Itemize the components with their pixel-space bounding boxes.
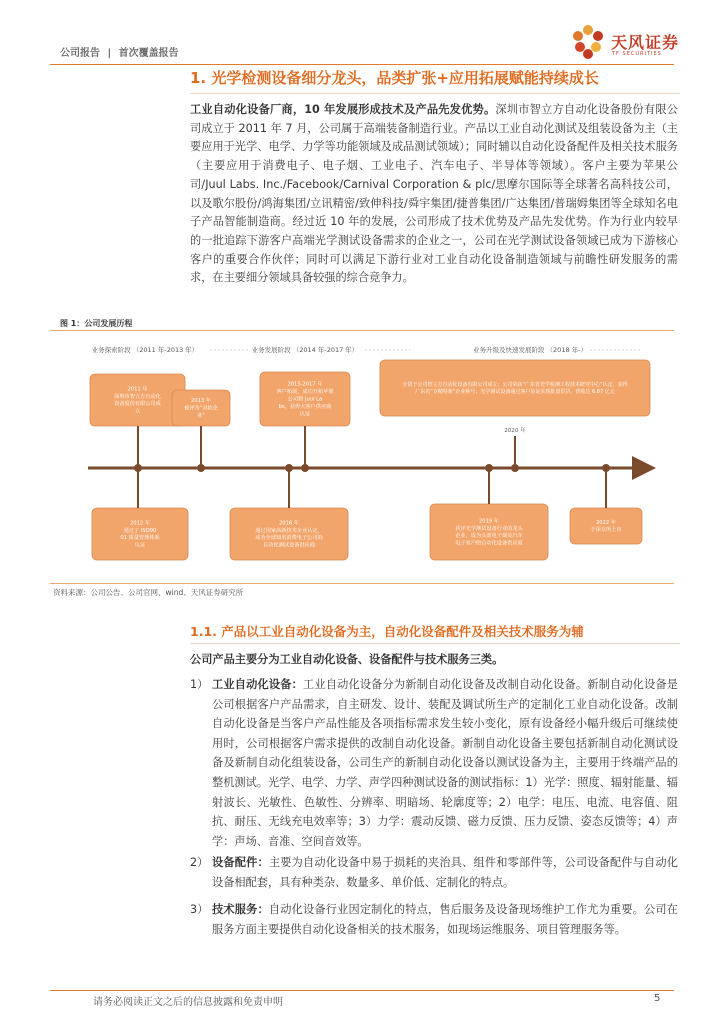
footer-disclaimer: 请务必阅读正文之后的信息披露和免责申明 xyxy=(93,997,283,1008)
logo-name-cn: 天风证券 xyxy=(611,33,680,52)
report-header xyxy=(60,44,179,59)
item-text: 自动化设备行业因定制化的特点，售后服务及设备现场维护工作尤为重要。公司在服务方面主要提供自动化设备相关的技术服务，如现场运维服务、项目管理服务等。 xyxy=(212,903,678,936)
phase-label-upgrade: 业务升级及快速发展阶段 （2018 年-） xyxy=(472,346,588,354)
section-1-1-title: 1.1. 产品以工业自动化设备为主，自动化设备配件及相关技术服务为辅 xyxy=(190,624,584,639)
product-item-automation-equipment xyxy=(190,675,678,851)
timeline-event-bottom-3-box xyxy=(430,504,548,560)
timeline-event-bottom-4-box xyxy=(570,508,642,544)
timeline-event-bottom-3 xyxy=(430,504,548,560)
report-subtype: 首次覆盖报告 xyxy=(118,48,179,59)
timeline-event-top-1-box xyxy=(90,374,185,426)
timeline-event-bottom-2-text: 2016 年通过国家高新技术企业认定，成为全球知名消费电子公司的自动化测试设备供应商 xyxy=(255,520,323,549)
timeline-top-events xyxy=(90,360,650,468)
phase-label-development: 业务发展阶段 （2014 年-2017 年） xyxy=(251,346,359,354)
item-text: 主要为自动化设备中易于损耗的夹治具、组件和零部件等，公司设备配件与自动化设备相配套，具有种类杂、数量多、单价低、定制化的特点。 xyxy=(212,856,678,889)
section-1-paragraph-lead: 工业自动化设备厂商，10 年发展形成技术及产品先发优势。 xyxy=(190,103,496,116)
section-1-1-underline xyxy=(190,643,680,644)
company-timeline-diagram xyxy=(50,332,674,582)
figure-top-rule xyxy=(50,330,674,331)
timeline-event-top-2-text: 2013 年被评为“双软企业” xyxy=(184,398,218,419)
item-number: 1） xyxy=(190,678,209,691)
timeline-event-bottom-4 xyxy=(570,508,642,544)
timeline-event-top-4-year: 2020 年 xyxy=(504,428,526,434)
page-number: 5 xyxy=(654,993,661,1004)
logo-name-en: TF SECURITIES xyxy=(612,51,662,57)
timeline-event-bottom-2-box xyxy=(230,508,348,560)
item-heading: 技术服务： xyxy=(212,903,269,916)
timeline-event-top-4 xyxy=(380,360,650,416)
timeline-event-bottom-1-box xyxy=(92,508,188,560)
item-number: 2） xyxy=(190,856,209,869)
timeline-event-bottom-2 xyxy=(230,508,348,560)
phase-label-exploration: 业务探索阶段 （2011 年-2013 年） xyxy=(91,346,199,354)
timeline-event-bottom-4-text: 2022 年于深交所上市 xyxy=(590,519,622,534)
timeline-event-bottom-3-text: 2019 年获评光学测试设备行业的龙头企业，成为头部电子烟及汽车电子客户的自动化设备供应商 xyxy=(455,518,523,547)
section-1-underline xyxy=(190,93,680,94)
header-separator: | xyxy=(107,48,112,59)
product-item-equipment-parts xyxy=(190,853,678,892)
item-number: 3） xyxy=(190,903,209,916)
report-type: 公司报告 xyxy=(60,48,100,59)
section-1-paragraph-body: 深圳市智立方自动化设备股份有限公司成立于 2011 年 7 月，公司属于高端装备制造行业。产品以工业自动化测试及组装设备为主（主要应用于光学、电学、力学等功能领域及成品测试领域）；同时辅以自动化设备配件及相关技术服务（主要应用于消费电子、电子烟、工业电子、汽车电子、半导体等领域）。客户主要为苹果公司/Juul Labs. Inc./Facebook/Carnival Corporation & plc/思摩尔国际等全球著名高科技公司，以及歌尔股份/鸿海集团/立讯精密/致伸科技/舜宇集团/捷普集团/广达集团/普瑞姆集团等全球知名电子产品智能制造商。经过近 10 年的发展，公司形成了技术优势及产品先发优势。作为行业内较早的一批追踪下游客户高端光学测试设备需求的企业之一，公司在光学测试设备领域已成为下游核心客户的重要合作伙伴；同时可以满足下游行业对工业自动化设备制造领域与前瞻性研发服务的需求，在主要细分领域具备较强的综合竞争力。 xyxy=(190,103,678,285)
timeline-event-bottom-1 xyxy=(92,508,188,560)
figure-source: 资料来源：公司公告、公司官网、wind、天风证券研究所 xyxy=(53,588,244,597)
timeline-bottom-events xyxy=(92,468,642,560)
company-logo xyxy=(568,22,678,62)
item-heading: 设备配件： xyxy=(212,856,269,869)
figure-label: 图 1：公司发展历程 xyxy=(60,319,133,328)
section-1-paragraph xyxy=(190,101,678,288)
product-item-technical-services xyxy=(190,900,678,939)
section-1-1-lead: 公司产品主要分为工业自动化设备、设备配件与技术服务三类。 xyxy=(190,653,504,666)
timeline-event-top-1 xyxy=(90,374,185,426)
figure-bottom-rule xyxy=(50,583,674,584)
footer-divider xyxy=(50,990,674,991)
item-heading: 工业自动化设备： xyxy=(212,678,303,691)
timeline-event-top-4-text: 全资子公司智立方自动化设备有限公司成立；公司荣获“广东省光学检测工程技术研究中心”认定，获得广东省“专精特新”企业称号；光学测试设备通过客户验证实现批量供货，营收达 6.87 亿元 xyxy=(402,381,628,395)
timeline-event-top-4-box xyxy=(380,360,650,416)
item-text: 工业自动化设备分为新制自动化设备及改制自动化设备。新制自动化设备是公司根据客户产品需求，自主研发、设计、装配及调试所生产的定制化工业自动化设备。改制自动化设备是当客户产品性能及各项指标需求发生较小变化，原有设备经小幅升级后可继续使用时，公司根据客户需求提供的改制自动化设备。新制自动化设备主要包括新制自动化测试设备及新制自动化组装设备，公司生产的新制自动化设备以测试设备为主，主要用于终端产品的整机测试。光学、电学、力学、声学四种测试设备的测试指标：1）光学：照度、辐射能量、辐射波长、光敏性、色敏性、分辨率、明暗场、轮廓度等；2）电学：电压、电流、电容值、阻抗、耐压、无线充电效率等；3）力学：震动反馈、磁力反馈、压力反馈、姿态反馈等；4）声学：声场、音准、空间音效等。 xyxy=(212,678,678,848)
timeline-event-top-1-text: 2011 年深圳市智立方自动化设备股份有限公司成立 xyxy=(114,386,161,415)
timeline-event-top-3 xyxy=(260,372,350,426)
timeline-event-top-3-text: 2015-2017 年客户拓展，成功开拓苹果公司和 Juul La bs，获得大客户供应商认证 xyxy=(276,381,334,418)
section-1-title: 1. 光学检测设备细分龙头，品类扩张+应用拓展赋能持续成长 xyxy=(190,69,599,87)
header-divider xyxy=(50,64,674,65)
timeline-event-top-2 xyxy=(172,390,230,426)
logo-flower-icon xyxy=(568,22,610,62)
timeline-event-bottom-1-text: 2012 年通过了 ISO90 01 质量管理体系认证 xyxy=(120,520,160,549)
